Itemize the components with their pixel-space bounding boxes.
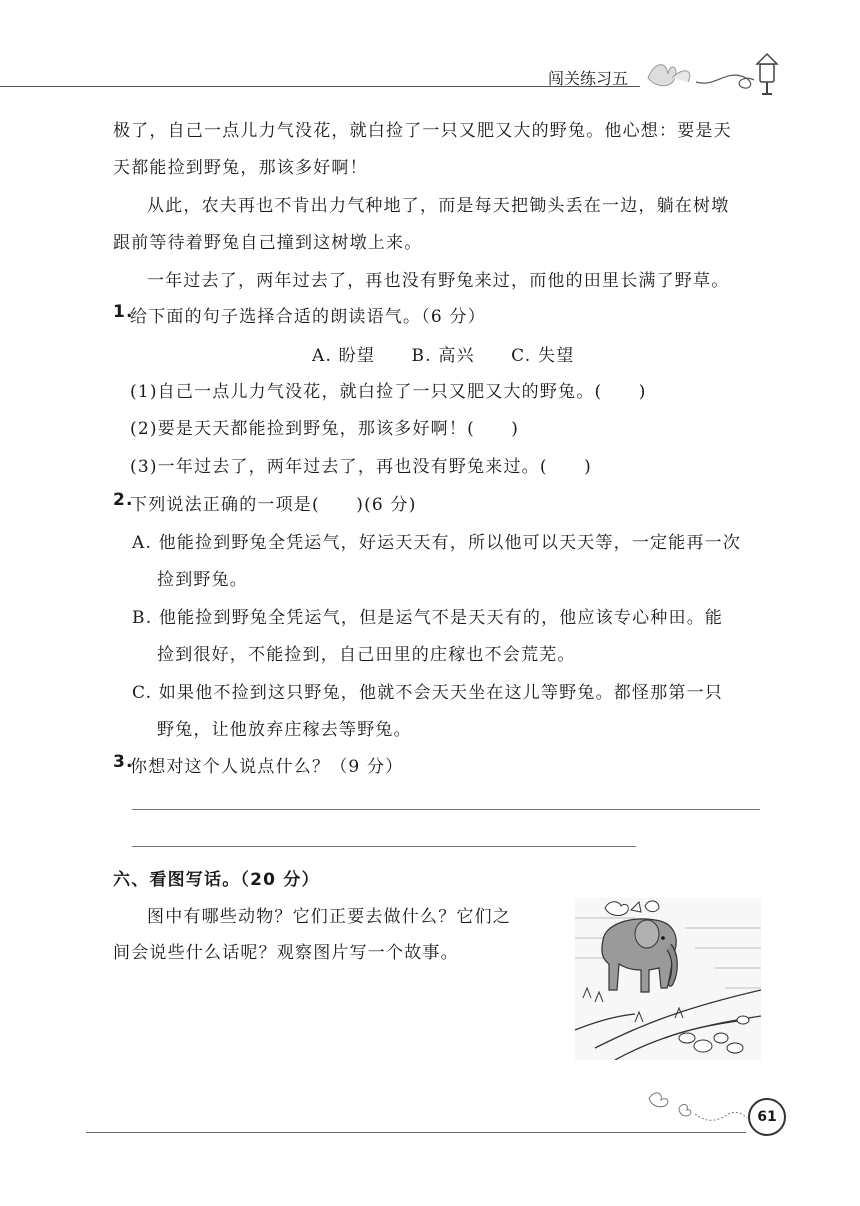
story-paragraph-1-line-2: 天都能捡到野兔，那该多好啊！ <box>113 158 368 178</box>
story-paragraph-2-line-1: 从此，农夫再也不肯出力气种地了，而是每天把锄头丢在一边，躺在树墩 <box>147 196 730 216</box>
answer-line-1[interactable] <box>132 809 760 810</box>
question-1-prompt: 给下面的句子选择合适的朗读语气。（6 分） <box>130 307 486 327</box>
section-6-instruction-line-2: 间会说些什么话呢？观察图片写一个故事。 <box>113 943 459 963</box>
elephant-birds-illustration <box>575 898 761 1060</box>
chapter-title: 闯关练习五 <box>548 69 629 88</box>
question-2-prompt: 下列说法正确的一项是( )(6 分) <box>130 495 417 515</box>
story-paragraph-1-line-1: 极了，自己一点儿力气没花，就白捡了一只又肥又大的野兔。他心想：要是天 <box>113 121 732 141</box>
butterfly-lamp-decoration-icon <box>636 48 786 98</box>
section-6-title: 六、看图写话。（20 分） <box>113 870 320 890</box>
question-2-option-a-line-1: A. 他能捡到野兔全凭运气，好运天天有，所以他可以天天等，一定能再一次 <box>132 533 742 553</box>
story-paragraph-2-line-2: 跟前等待着野兔自己撞到这树墩上来。 <box>113 233 423 253</box>
question-1-number: 1. <box>113 302 134 322</box>
question-1-item-2: (2)要是天天都能捡到野兔，那该多好啊！( ) <box>130 419 520 439</box>
answer-line-2[interactable] <box>132 846 636 847</box>
question-3-prompt: 你想对这个人说点什么？（9 分） <box>130 757 404 777</box>
footer-butterfly-decoration-icon <box>645 1088 749 1128</box>
question-2-option-c-line-1: C. 如果他不捡到这只野兔，他就不会天天坐在这儿等野兔。都怪那第一只 <box>132 683 724 703</box>
story-paragraph-3-line-1: 一年过去了，两年过去了，再也没有野兔来过，而他的田里长满了野草。 <box>147 271 730 291</box>
question-2-option-c-line-2: 野兔，让他放弃庄稼去等野兔。 <box>157 720 412 740</box>
question-2-number: 2. <box>113 490 134 510</box>
question-3-number: 3. <box>113 752 134 772</box>
question-2-option-a-line-2: 捡到野兔。 <box>157 570 248 590</box>
question-2-option-b-line-2: 捡到很好，不能捡到，自己田里的庄稼也不会荒芜。 <box>157 645 576 665</box>
header-rule <box>0 86 640 87</box>
question-1-options: A. 盼望 B. 高兴 C. 失望 <box>312 346 575 366</box>
question-1-item-1: (1)自己一点儿力气没花，就白捡了一只又肥又大的野兔。( ) <box>130 382 647 402</box>
footer-rule <box>86 1132 746 1133</box>
page-number: 61 <box>748 1098 786 1136</box>
question-1-item-3: (3)一年过去了，两年过去了，再也没有野兔来过。( ) <box>130 457 592 477</box>
section-6-instruction-line-1: 图中有哪些动物？它们正要去做什么？它们之 <box>147 907 511 927</box>
question-2-option-b-line-1: B. 他能捡到野兔全凭运气，但是运气不是天天有的，他应该专心种田。能 <box>132 608 724 628</box>
